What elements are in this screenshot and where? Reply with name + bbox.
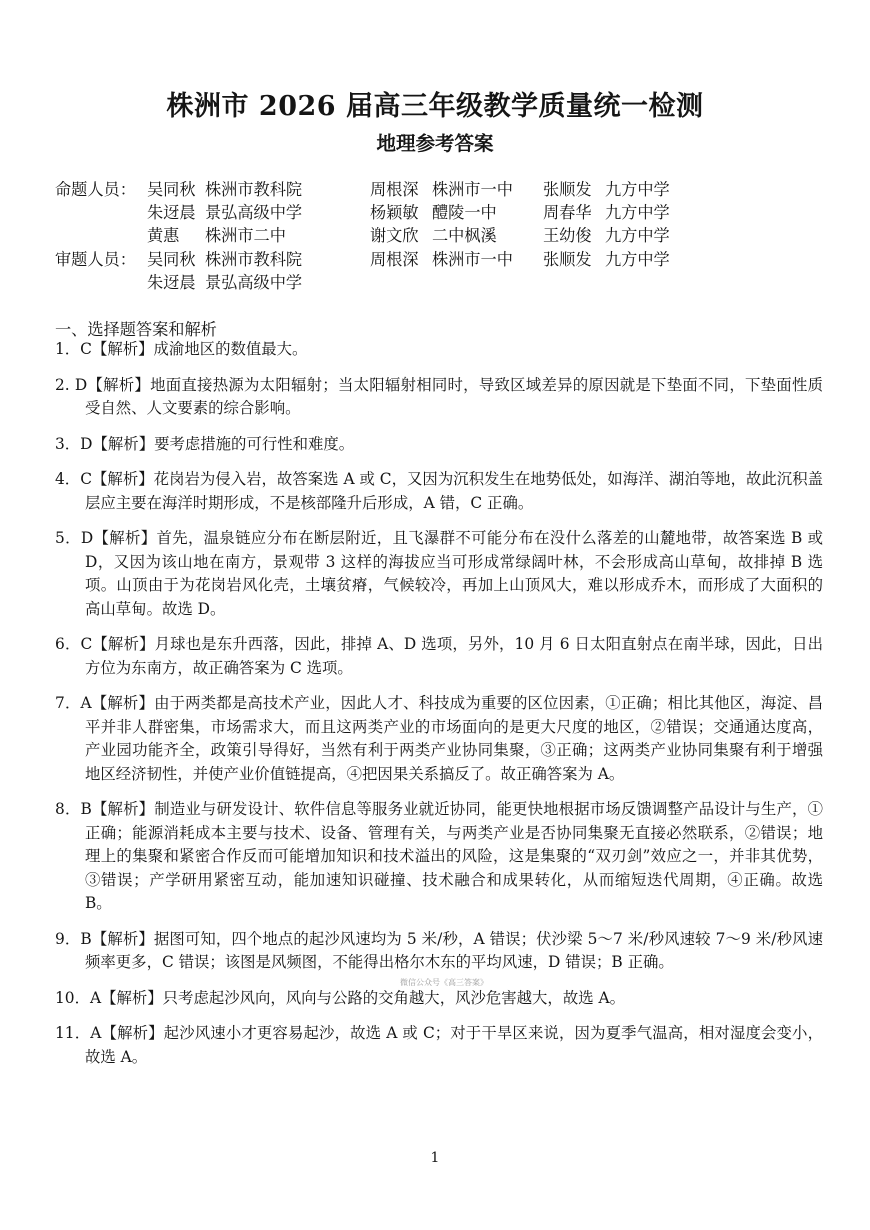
staff-row bbox=[55, 224, 670, 247]
answer-number: 10．A【解析】 bbox=[55, 988, 163, 1007]
staff-n2: 周根深 bbox=[370, 180, 419, 199]
staff-label: 审题人员： bbox=[55, 249, 136, 269]
answer-explanation: 据图可知，四个地点的起沙风速均为 5 米/秒，A 错误；伏沙梁 5～7 米/秒风速较 7～9 米/秒风速频率更多，C 错误；该图是风频图，不能得出格尔木东的平均风速，D 错误；B 正确。 bbox=[85, 929, 823, 971]
answer-number: 7．A【解析】 bbox=[55, 694, 155, 712]
answer-explanation: 要考虑措施的可行性和难度。 bbox=[154, 434, 355, 453]
staff-o1: 景弘高级中学 bbox=[205, 272, 303, 292]
answer-item bbox=[55, 798, 823, 916]
answer-number: 8．B【解析】 bbox=[55, 800, 155, 818]
answer-list bbox=[55, 338, 823, 1069]
staff-n2: 杨颖敏 bbox=[370, 203, 419, 223]
staff-o2 bbox=[432, 271, 543, 294]
answer-item bbox=[55, 633, 823, 680]
staff-n3: 张顺发 bbox=[543, 180, 592, 199]
staff-o3: 九方中学 bbox=[605, 226, 670, 246]
answer-number: 11．A【解析】 bbox=[55, 1024, 164, 1042]
answer-item bbox=[55, 928, 823, 975]
answer-item bbox=[55, 1022, 823, 1069]
answer-item bbox=[55, 692, 823, 786]
staff-label bbox=[55, 271, 147, 294]
answer-explanation: 月球也是东升西落，因此，排掉 A、D 选项，另外，10 月 6 日太阳直射点在南半球，因此，日出方位为东南方，故正确答案为 C 选项。 bbox=[85, 635, 824, 677]
answer-explanation: 地面直接热源为太阳辐射；当太阳辐射相同时，导致区域差异的原因就是下垫面不同，下垫面性质受自然、人文要素的综合影响。 bbox=[85, 375, 823, 417]
staff-o1: 株洲市教科院 bbox=[205, 249, 303, 269]
staff-n3 bbox=[543, 271, 605, 294]
answer-number: 1．C【解析】 bbox=[55, 340, 154, 358]
answer-number: 6．C【解析】 bbox=[55, 635, 155, 653]
answer-explanation: 首先，温泉链应分布在断层附近，且飞瀑群不可能分布在没什么落差的山麓地带，故答案选 B 或 D，又因为该山地在南方，景观带 3 这样的海拔应当可形成常绿阔叶林，不会形成高山草甸，故排掉 B 选项。山顶由于为花岗岩风化壳，土壤贫瘠，气候较冷，再加上山顶风大，难以形成乔木，而形成了大面积的高山草甸。故选 D。 bbox=[85, 529, 823, 618]
staff-label: 命题人员： bbox=[55, 180, 136, 199]
staff-row bbox=[55, 178, 670, 201]
answer-explanation: 制造业与研发设计、软件信息等服务业就近协同，能更快地根据市场反馈调整产品设计与生产，①正确；能源消耗成本主要与技术、设备、管理有关，与两类产业是否协同集聚无直接必然联系，②错误；地理上的集聚和紧密合作反而可能增加知识和技术溢出的风险，这是集聚的“双刃剑”效应之一，并非其优势，③错误；产学研用紧密互动，能加速知识碰撞、技术融合和成果转化，从而缩短迭代周期，④正确。故选 B。 bbox=[85, 800, 823, 912]
staff-n2 bbox=[370, 271, 432, 294]
answer-number: 9．B【解析】 bbox=[55, 929, 154, 948]
staff-o1: 景弘高级中学 bbox=[205, 203, 303, 223]
staff-n1: 朱迓晨 bbox=[147, 203, 196, 223]
answer-item bbox=[55, 433, 823, 457]
answer-number: 3．D【解析】 bbox=[55, 434, 155, 453]
answer-explanation: 成渝地区的数值最大。 bbox=[153, 340, 308, 358]
staff-n2: 周根深 bbox=[370, 249, 419, 269]
answer-explanation: 花岗岩为侵入岩，故答案选 A 或 C，又因为沉积发生在地势低处，如海洋、湖泊等地，故此沉积盖层应主要在海洋时期形成，不是核部隆升后形成，A 错，C 正确。 bbox=[85, 470, 823, 512]
section-title: 一、选择题答案和解析 bbox=[55, 320, 217, 339]
answer-number: 5．D【解析】 bbox=[55, 529, 157, 547]
staff-o2: 醴陵一中 bbox=[432, 203, 497, 223]
page-subtitle: 地理参考答案 bbox=[376, 132, 494, 155]
staff-o3: 九方中学 bbox=[605, 180, 670, 199]
staff-o2: 株洲市一中 bbox=[432, 249, 513, 269]
staff-row bbox=[55, 201, 670, 224]
staff-n1: 吴同秋 bbox=[147, 180, 196, 199]
answer-explanation: 由于两类都是高技术产业，因此人才、科技成为重要的区位因素，①正确；相比其他区，海淀、昌平并非人群密集，市场需求大，而且这两类产业的市场面向的是更大尺度的地区，②错误；交通通达度高，产业园功能齐全，政策引导得好，当然有利于两类产业协同集聚，③正确；这两类产业协同集聚有利于增强地区经济韧性，并使产业价值链提高，④把因果关系搞反了。故正确答案为 A。 bbox=[85, 694, 823, 783]
staff-n2: 谢文欣 bbox=[370, 226, 419, 246]
staff-n3: 张顺发 bbox=[543, 249, 592, 269]
staff-n3: 周春华 bbox=[543, 203, 592, 223]
staff-n3: 王幼俊 bbox=[543, 226, 592, 246]
answer-explanation: 起沙风速小才更容易起沙，故选 A 或 C；对于干旱区来说，因为夏季气温高，相对湿度会变小，故选 A。 bbox=[85, 1024, 823, 1066]
staff-n1: 朱迓晨 bbox=[147, 272, 196, 292]
staff-o1: 株洲市二中 bbox=[205, 226, 286, 246]
staff-n1: 黄惠 bbox=[147, 226, 180, 246]
watermark: 微信公众号《高三答案》 bbox=[400, 978, 488, 987]
staff-list bbox=[55, 178, 670, 294]
staff-o3: 九方中学 bbox=[605, 203, 670, 223]
staff-o2: 二中枫溪 bbox=[432, 226, 497, 246]
staff-n1: 吴同秋 bbox=[147, 249, 196, 269]
answer-item bbox=[55, 374, 823, 421]
staff-label bbox=[55, 224, 147, 247]
staff-row bbox=[55, 248, 670, 271]
staff-o1: 株洲市教科院 bbox=[205, 180, 303, 199]
answer-item bbox=[55, 527, 823, 621]
staff-label bbox=[55, 201, 147, 224]
staff-row bbox=[55, 271, 670, 294]
page-number: 1 bbox=[430, 1150, 440, 1166]
page-title: 株洲市 2026 届高三年级教学质量统一检测 bbox=[166, 91, 704, 122]
staff-o3: 九方中学 bbox=[605, 249, 670, 269]
answer-item bbox=[55, 987, 823, 1011]
staff-o2: 株洲市一中 bbox=[432, 180, 513, 199]
answer-number: 4．C【解析】 bbox=[55, 470, 154, 488]
answer-item bbox=[55, 338, 823, 362]
answer-item bbox=[55, 468, 823, 515]
answer-explanation: 只考虑起沙风向，风向与公路的交角越大，风沙危害越大，故选 A。 bbox=[162, 988, 625, 1007]
answer-number: 2. D【解析】 bbox=[55, 375, 151, 394]
